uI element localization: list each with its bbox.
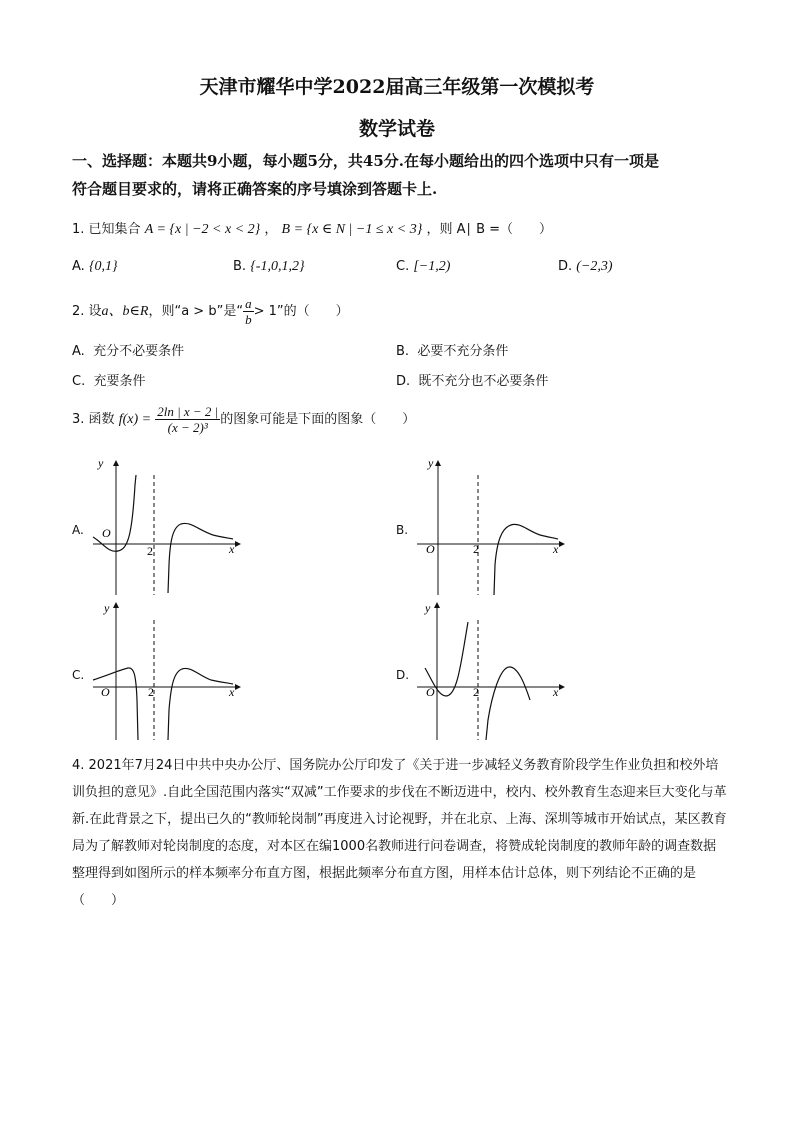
graph-a xyxy=(88,455,248,600)
graph-d xyxy=(412,600,572,745)
y-label: y xyxy=(428,456,434,470)
q3-fx: f(x) = xyxy=(118,412,152,427)
q1-suffix: ，则 A∣ B =（ ） xyxy=(426,222,553,237)
graph-label-c: C. xyxy=(72,668,85,682)
q1-set-a: A = {x | −2 < x < 2} xyxy=(144,222,261,237)
x-label: x xyxy=(229,685,235,699)
q1-prefix: 1. 已知集合 xyxy=(72,222,141,237)
q2-option-d: D. 既不充分也不必要条件 xyxy=(396,374,549,389)
x-label: x xyxy=(229,542,235,556)
origin-label: O xyxy=(426,542,435,556)
question-3 xyxy=(72,404,415,435)
curve-right xyxy=(486,667,530,740)
q1-option-b: B. {-1,0,1,2} xyxy=(233,259,305,274)
graph-label-d: D. xyxy=(396,668,410,682)
origin-label: O xyxy=(102,526,111,540)
x-label: x xyxy=(553,542,559,556)
q1-option-d: D. (−2,3) xyxy=(558,259,613,274)
y-label: y xyxy=(425,601,431,615)
curve-right xyxy=(494,524,558,595)
tick-2: 2 xyxy=(473,542,479,556)
graph-c xyxy=(88,600,248,745)
section-heading-cont: 符合题目要求的，请将正确答案的序号填涂到答题卡上. xyxy=(72,180,438,198)
curve-right xyxy=(168,523,233,593)
graph-b xyxy=(412,455,572,600)
q3-fraction: $\frac{2\ln | x - 2 |}{\text{(x − 2)³}}$ xyxy=(157,404,219,435)
tick-2: 2 xyxy=(147,544,153,558)
q2-prefix: 2. 设 xyxy=(72,304,102,319)
page-subtitle: 数学试卷 xyxy=(358,118,435,140)
q2-vars: a、b∈R xyxy=(101,304,149,319)
y-label: y xyxy=(104,601,110,615)
question-2 xyxy=(72,296,349,327)
y-label: y xyxy=(98,456,104,470)
curve-right xyxy=(168,668,233,740)
tick-2: 2 xyxy=(473,685,479,699)
section-heading: 一、选择题：本题共9小题，每小题5分，共45分.在每小题给出的四个选项中只有一项是 xyxy=(72,152,659,170)
question-1 xyxy=(72,218,552,238)
q1-option-a: A. {0,1} xyxy=(72,259,118,274)
q2-after: > 1”的（ ） xyxy=(253,304,349,319)
origin-label: O xyxy=(426,685,435,699)
origin-label: O xyxy=(101,685,110,699)
q1-sep: ， xyxy=(264,222,278,237)
q1-option-c: C. [−1,2) xyxy=(396,259,451,274)
q3-suffix: 的图象可能是下面的图象（ ） xyxy=(220,412,416,427)
question-4: 4. 2021年7月24日中共中央办公厅、国务院办公厅印发了《关于进一步减轻义务教育阶段学生作业负担和校外培训负担的意见》.自此全国范围内落实“双减”工作要求的步伐在不断迈进中，校内、校外教育生态迎来巨大变化与革新.在此背景之下，提出已久的“教师轮岗制”再度进入讨论视野，并在北京、上海、深圳等城市开始试点，某区教育局为了解教师对轮岗制度的态度，对本区在编1000名教师进行问卷调查，将赞成轮岗制度的教师年龄的调查数据整理得到如图所示的样本频率分布直方图，根据此频率分布直方图，用样本估计总体，则下列结论不正确的是（ ） xyxy=(72,758,727,908)
q2-fraction: $\frac{a}{b}$ xyxy=(245,296,252,327)
q3-prefix: 3. 函数 xyxy=(72,412,115,427)
q2-option-a: A. 充分不必要条件 xyxy=(72,344,185,359)
graph-label-a: A. xyxy=(72,523,84,537)
q2-option-c: C. 充要条件 xyxy=(72,374,146,389)
tick-2: 2 xyxy=(148,685,154,699)
q2-option-b: B. 必要不充分条件 xyxy=(396,344,509,359)
q1-set-b: B = {x ∈ N | −1 ≤ x < 3} xyxy=(281,222,423,237)
x-label: x xyxy=(553,685,559,699)
graph-label-b: B. xyxy=(396,523,409,537)
q2-mid: ，则“a > b”是“ xyxy=(148,304,244,319)
curve-left xyxy=(93,475,136,551)
page-title: 天津市耀华中学2022届高三年级第一次模拟考 xyxy=(199,76,595,98)
